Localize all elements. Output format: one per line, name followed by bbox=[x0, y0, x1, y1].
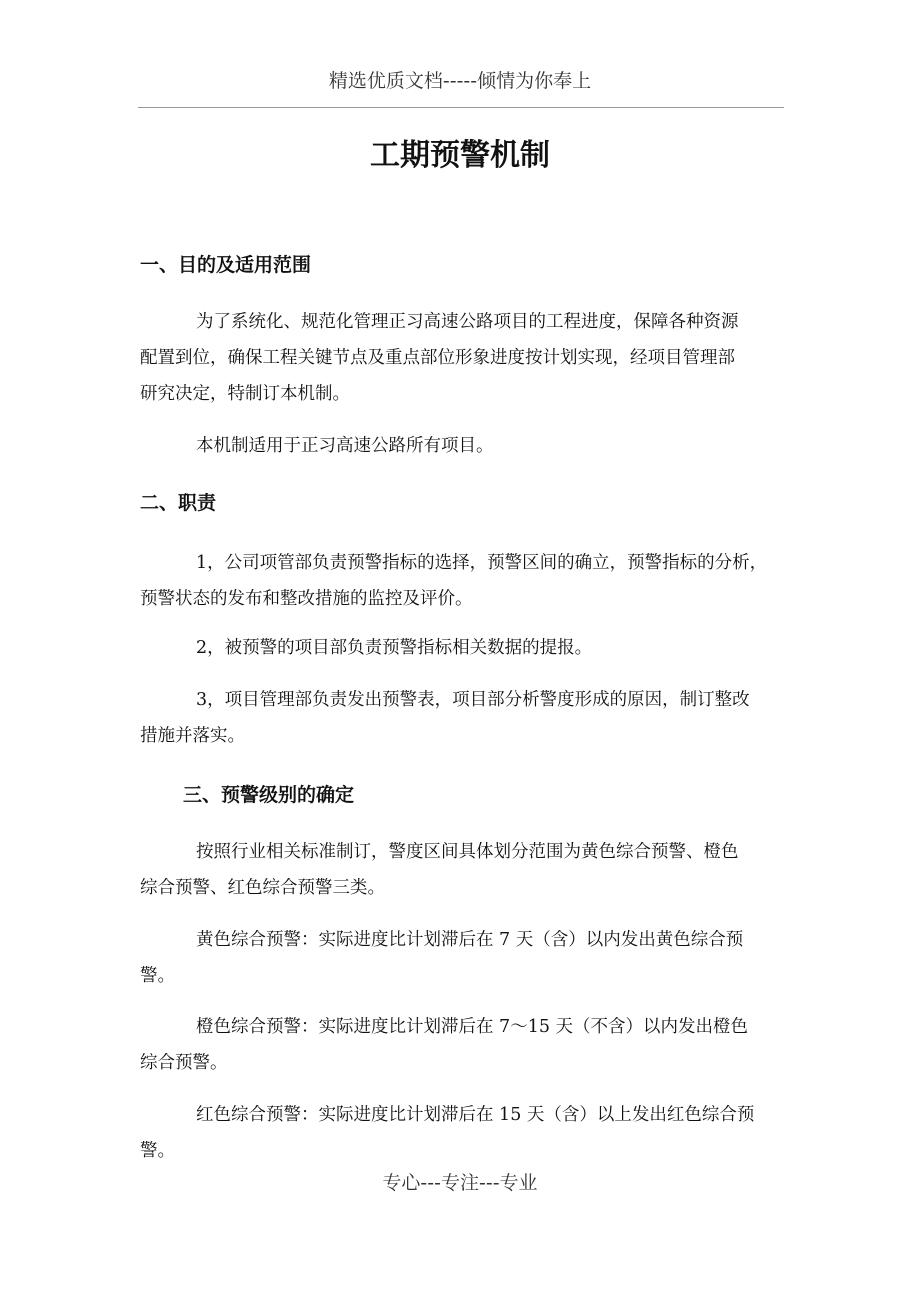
paragraph bbox=[140, 1097, 800, 1169]
paragraph-line: 3，项目管理部负责发出预警表，项目部分析警度形成的原因，制订整改 bbox=[196, 690, 750, 710]
paragraph-line: 2，被预警的项目部负责预警指标相关数据的提报。 bbox=[196, 638, 593, 658]
page-header: 精选优质文档-----倾情为你奉上 bbox=[328, 70, 592, 92]
paragraph-line: 研究决定，特制订本机制。 bbox=[140, 384, 350, 404]
paragraph bbox=[140, 304, 800, 412]
header-divider bbox=[138, 107, 784, 108]
paragraph-line: 1，公司项管部负责预警指标的选择，预警区间的确立，预警指标的分析， bbox=[196, 553, 768, 573]
section-heading-purpose: 一、目的及适用范围 bbox=[140, 254, 312, 276]
section-heading-duties: 二、职责 bbox=[140, 492, 217, 514]
paragraph-line: 综合预警。 bbox=[140, 1053, 228, 1073]
paragraph bbox=[140, 545, 800, 617]
paragraph bbox=[140, 428, 800, 464]
paragraph-line: 警。 bbox=[140, 1141, 175, 1161]
section-heading-warning-levels: 三、预警级别的确定 bbox=[183, 784, 355, 806]
paragraph-line: 警。 bbox=[140, 966, 175, 986]
paragraph-line: 按照行业相关标准制订，警度区间具体划分范围为黄色综合预警、橙色 bbox=[196, 842, 739, 862]
page-footer: 专心---专注---专业 bbox=[382, 1172, 538, 1194]
paragraph-line: 配置到位，确保工程关键节点及重点部位形象进度按计划实现，经项目管理部 bbox=[140, 348, 735, 368]
paragraph-line: 为了系统化、规范化管理正习高速公路项目的工程进度，保障各种资源 bbox=[196, 312, 739, 332]
paragraph bbox=[140, 834, 800, 906]
paragraph bbox=[140, 630, 800, 666]
paragraph-line: 红色综合预警：实际进度比计划滞后在 15 天（含）以上发出红色综合预 bbox=[196, 1105, 755, 1125]
paragraph-line: 综合预警、红色综合预警三类。 bbox=[140, 878, 385, 898]
paragraph-line: 黄色综合预警：实际进度比计划滞后在 7 天（含）以内发出黄色综合预 bbox=[196, 930, 744, 950]
paragraph bbox=[140, 922, 800, 994]
paragraph bbox=[140, 1009, 800, 1081]
paragraph-line: 橙色综合预警：实际进度比计划滞后在 7～15 天（不含）以内发出橙色 bbox=[196, 1017, 749, 1037]
paragraph-line: 措施并落实。 bbox=[140, 726, 245, 746]
paragraph bbox=[140, 682, 800, 754]
paragraph-line: 预警状态的发布和整改措施的监控及评价。 bbox=[140, 589, 473, 609]
document-title: 工期预警机制 bbox=[370, 138, 550, 173]
paragraph-line: 本机制适用于正习高速公路所有项目。 bbox=[196, 436, 494, 456]
